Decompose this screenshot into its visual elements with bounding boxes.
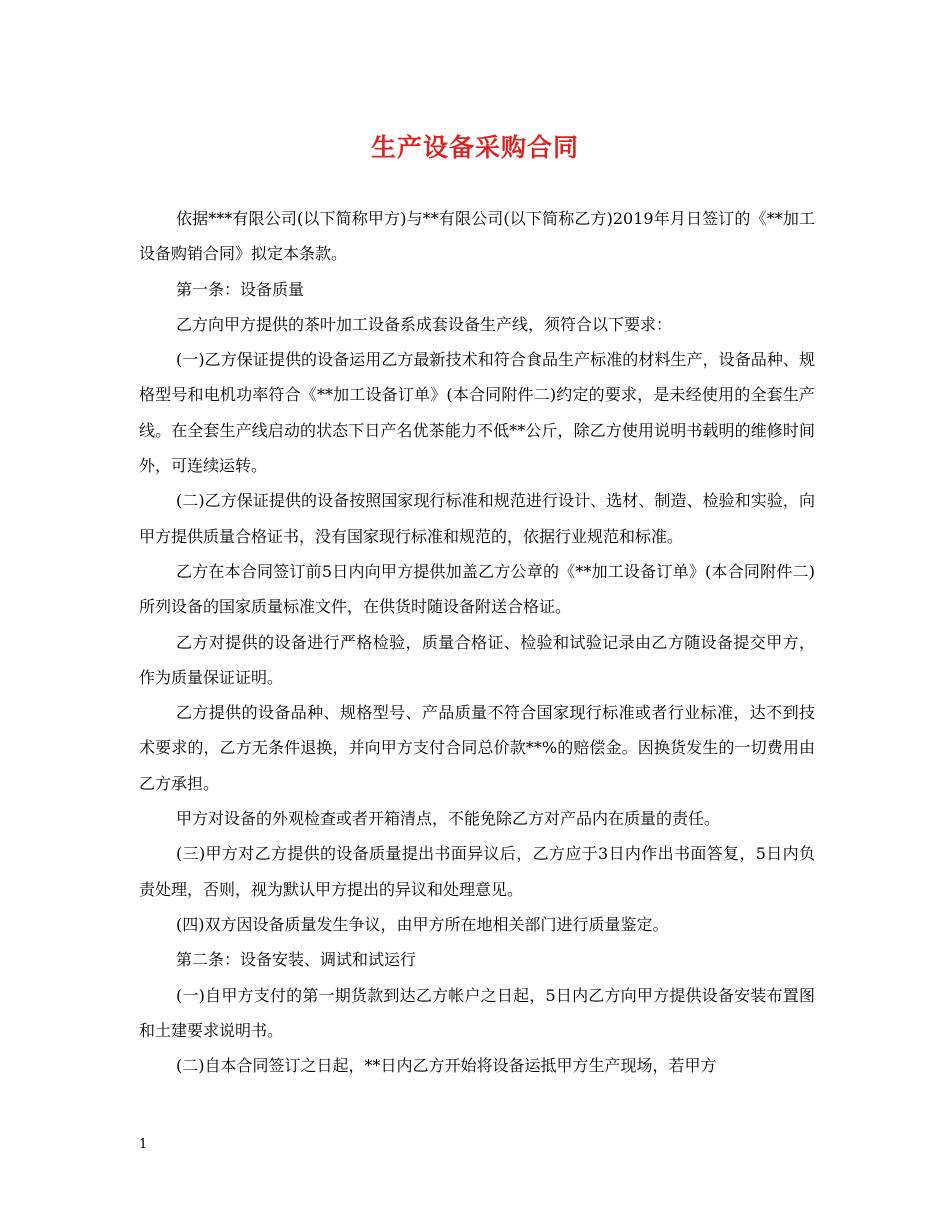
- paragraph: (四)双方因设备质量发生争议，由甲方所在地相关部门进行质量鉴定。: [176, 914, 669, 934]
- paragraph: 乙方向甲方提供的茶叶加工设备系成套设备生产线，须符合以下要求：: [176, 314, 673, 334]
- paragraph: (一)自甲方支付的第一期货款到达乙方帐户之日起，5日内乙方向甲方提供设备安装布置图和土建要求说明书。: [139, 985, 815, 1040]
- document-body: [139, 201, 815, 1083]
- heading-article-2: 第二条：设备安装、调试和试运行: [176, 950, 417, 970]
- paragraph: 乙方对提供的设备进行严格检验，质量合格证、检验和试验记录由乙方随设备提交甲方，作为质量保证证明。: [139, 632, 815, 687]
- paragraph: (二)乙方保证提供的设备按照国家现行标准和规范进行设计、选材、制造、检验和实验，向甲方提供质量合格证书，没有国家现行标准和规范的，依据行业规范和标准。: [139, 491, 815, 546]
- document-title: 生产设备采购合同: [370, 133, 579, 162]
- paragraph: (三)甲方对乙方提供的设备质量提出书面异议后，乙方应于3日内作出书面答复，5日内负责处理，否则，视为默认甲方提出的异议和处理意见。: [139, 844, 815, 899]
- paragraph: 乙方在本合同签订前5日内向甲方提供加盖乙方公章的《**加工设备订单》(本合同附件二)所列设备的国家质量标准文件，在供货时随设备附送合格证。: [139, 561, 815, 617]
- heading-article-1: 第一条：设备质量: [176, 279, 305, 299]
- paragraph: (一)乙方保证提供的设备运用乙方最新技术和符合食品生产标准的材料生产，设备品种、规格型号和电机功率符合《**加工设备订单》(本合同附件二)约定的要求，是未经使用的全套生产线。在全套生产线启动的状态下日产名优茶能力不低**公斤，除乙方使用说明书载明的维修时间外，可连续运转。: [139, 350, 815, 476]
- paragraph: (二)自本合同签订之日起，**日内乙方开始将设备运抵甲方生产现场，若甲方: [176, 1056, 717, 1076]
- paragraph: 乙方提供的设备品种、规格型号、产品质量不符合国家现行标准或者行业标准，达不到技术要求的，乙方无条件退换，并向甲方支付合同总价款**%的赔偿金。因换货发生的一切费用由乙方承担。: [139, 703, 815, 793]
- page-number: 1: [139, 1137, 148, 1152]
- paragraph-intro: 依据***有限公司(以下简称甲方)与**有限公司(以下简称乙方)2019年月日签订的《**加工设备购销合同》拟定本条款。: [139, 209, 815, 264]
- paragraph: 甲方对设备的外观检查或者开箱清点，不能免除乙方对产品内在质量的责任。: [176, 809, 721, 829]
